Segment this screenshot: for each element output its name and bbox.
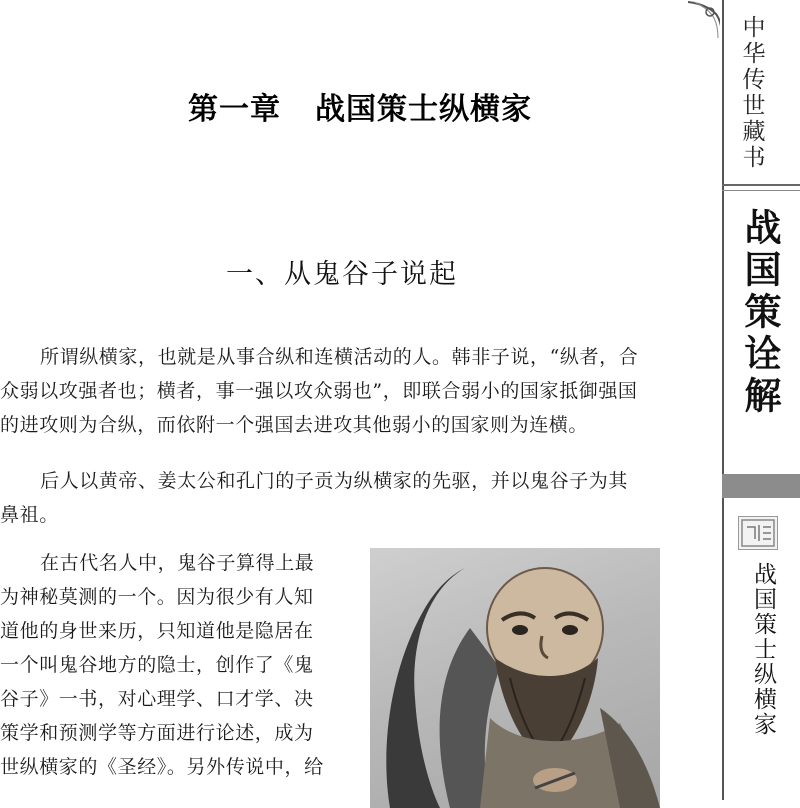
chapter-number: 第一章 (188, 92, 281, 127)
text-line: 道他的身世来历，只知道他是隐居在 (0, 620, 314, 642)
sidebar-rule-thin (722, 190, 800, 191)
section-vertical-title: 战国策士纵横家 (750, 562, 776, 737)
paragraph-3 (0, 546, 324, 784)
text-line: 为神秘莫测的一个。因为很少有人知 (0, 586, 314, 608)
text-line: 众弱以攻强者也；横者，事一强以攻众弱也”，即联合弱小的国家抵御强国 (0, 380, 638, 402)
text-line: 后人以黄帝、姜太公和孔门的子贡为纵横家的先驱，并以鬼谷子为其 (40, 470, 629, 492)
text-line: 所谓纵横家，也就是从事合纵和连横活动的人。韩非子说，“纵者，合 (40, 346, 639, 368)
chapter-title: 战国策士纵横家 (315, 92, 532, 127)
sidebar-rule (722, 184, 800, 186)
chapter-heading (0, 84, 720, 128)
guiguzi-portrait (370, 548, 660, 808)
paragraph-1 (0, 340, 638, 442)
series-title: 中华传世藏书 (738, 15, 765, 171)
text-line: 鼻祖。 (0, 504, 59, 526)
text-line: 的进攻则为合纵，而依附一个强国去进攻其他弱小的国家则为连横。 (0, 414, 589, 436)
text-line: 一个叫鬼谷地方的隐士，创作了《鬼 (0, 654, 314, 676)
text-line: 世纵横家的《圣经》。另外传说中，给 (0, 756, 324, 778)
text-line: 在古代名人中，鬼谷子算得上最 (40, 552, 315, 574)
section-title: 一、从鬼谷子说起 (226, 259, 458, 290)
book-title: 战国策诠解 (738, 208, 781, 418)
seal-icon (738, 516, 778, 550)
paragraph-2 (0, 464, 628, 532)
sidebar-divider (722, 0, 724, 800)
text-line: 谷子》一书，对心理学、口才学、决 (0, 688, 314, 710)
text-line: 策学和预测学等方面进行论述，成为 (0, 722, 314, 744)
sidebar-band (722, 474, 800, 498)
